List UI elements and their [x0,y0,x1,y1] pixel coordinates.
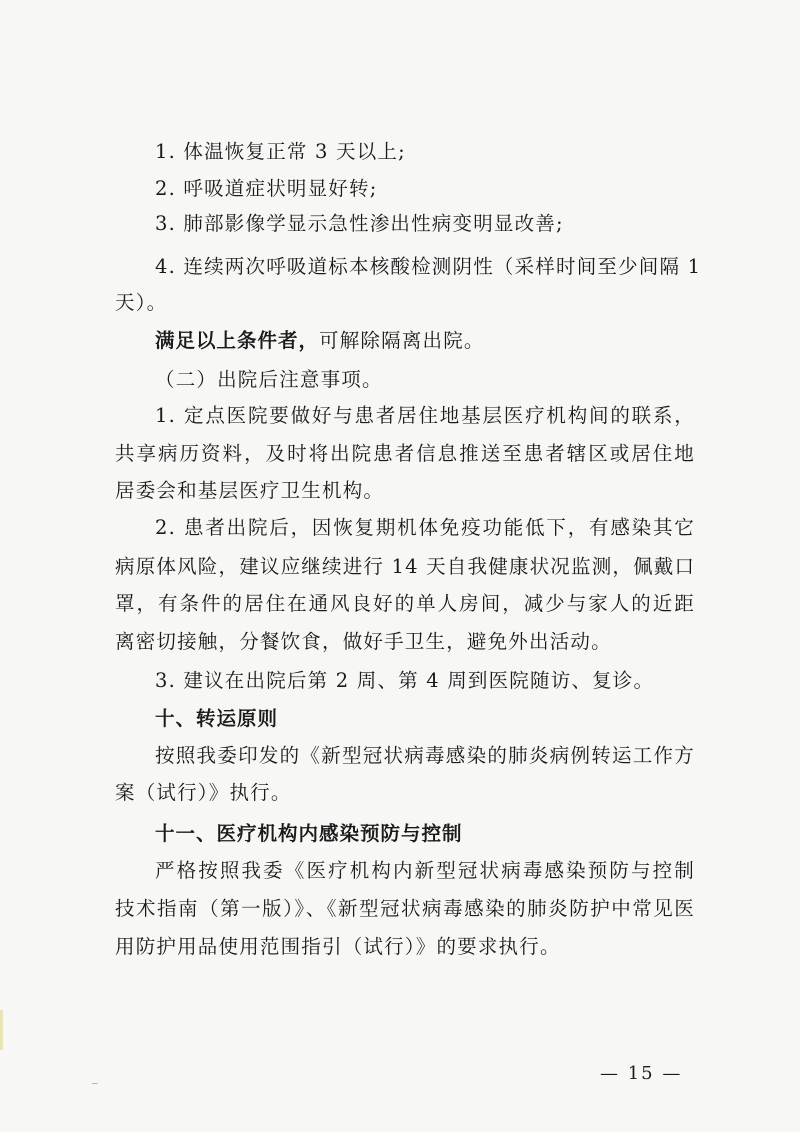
post-discharge-item-2-line-4: 离密切接触，分餐饮食，做好手卫生，避免外出活动。 [115,630,612,653]
post-discharge-item-3: 3. 建议在出院后第 2 周、第 4 周到医院随访、复诊。 [155,669,655,692]
infection-control-paragraph: 严格按照我委《医疗机构内新型冠状病毒感染预防与控制 [155,859,695,882]
section-heading-infection-control: 十一、医疗机构内感染预防与控制 [155,822,463,845]
post-discharge-item-2-line-2: 病原体风险，建议应继续进行 14 天自我健康状况监测，佩戴口 [115,555,696,578]
transfer-paragraph-line-2: 案（试行）》执行。 [115,781,292,804]
scan-edge-mark [0,1010,3,1050]
post-discharge-item-2: 2. 患者出院后，因恢复期机体免疫功能低下，有感染其它 [155,516,695,539]
page-number: — 15 — [600,1063,683,1084]
section-heading-transfer: 十、转运原则 [155,707,279,730]
infection-control-paragraph-line-2: 技术指南（第一版）》、《新型冠状病毒感染的肺炎防护中常见医 [115,897,695,920]
section-heading-post-discharge: （二）出院后注意事项。 [155,368,383,391]
transfer-paragraph: 按照我委印发的《新型冠状病毒感染的肺炎病例转运工作方 [155,744,695,767]
discharge-criterion-4-continued: 天）。 [115,291,168,314]
scan-dust-mark [92,1083,98,1084]
post-discharge-item-2-line-3: 罩，有条件的居住在通风良好的单人房间，减少与家人的近距 [115,592,695,615]
discharge-conclusion-rest: 可解除隔离出院。 [319,329,485,352]
discharge-criterion-2: 2. 呼吸道症状明显好转; [155,177,378,200]
discharge-criterion-4: 4. 连续两次呼吸道标本核酸检测阴性（采样时间至少间隔 1 [155,255,702,278]
post-discharge-item-1: 1. 定点医院要做好与患者居住地基层医疗机构间的联系， [155,404,695,427]
discharge-criterion-3: 3. 肺部影像学显示急性渗出性病变明显改善; [155,212,564,235]
post-discharge-item-1-line-2: 共享病历资料，及时将出院患者信息推送至患者辖区或居住地 [115,442,695,465]
discharge-criterion-1: 1. 体温恢复正常 3 天以上; [155,140,406,163]
infection-control-paragraph-line-3: 用防护用品使用范围指引（试行）》的要求执行。 [115,935,561,958]
discharge-conclusion-bold: 满足以上条件者， [155,329,320,352]
discharge-conclusion [155,327,735,355]
post-discharge-item-1-line-3: 居委会和基层医疗卫生机构。 [115,479,385,502]
